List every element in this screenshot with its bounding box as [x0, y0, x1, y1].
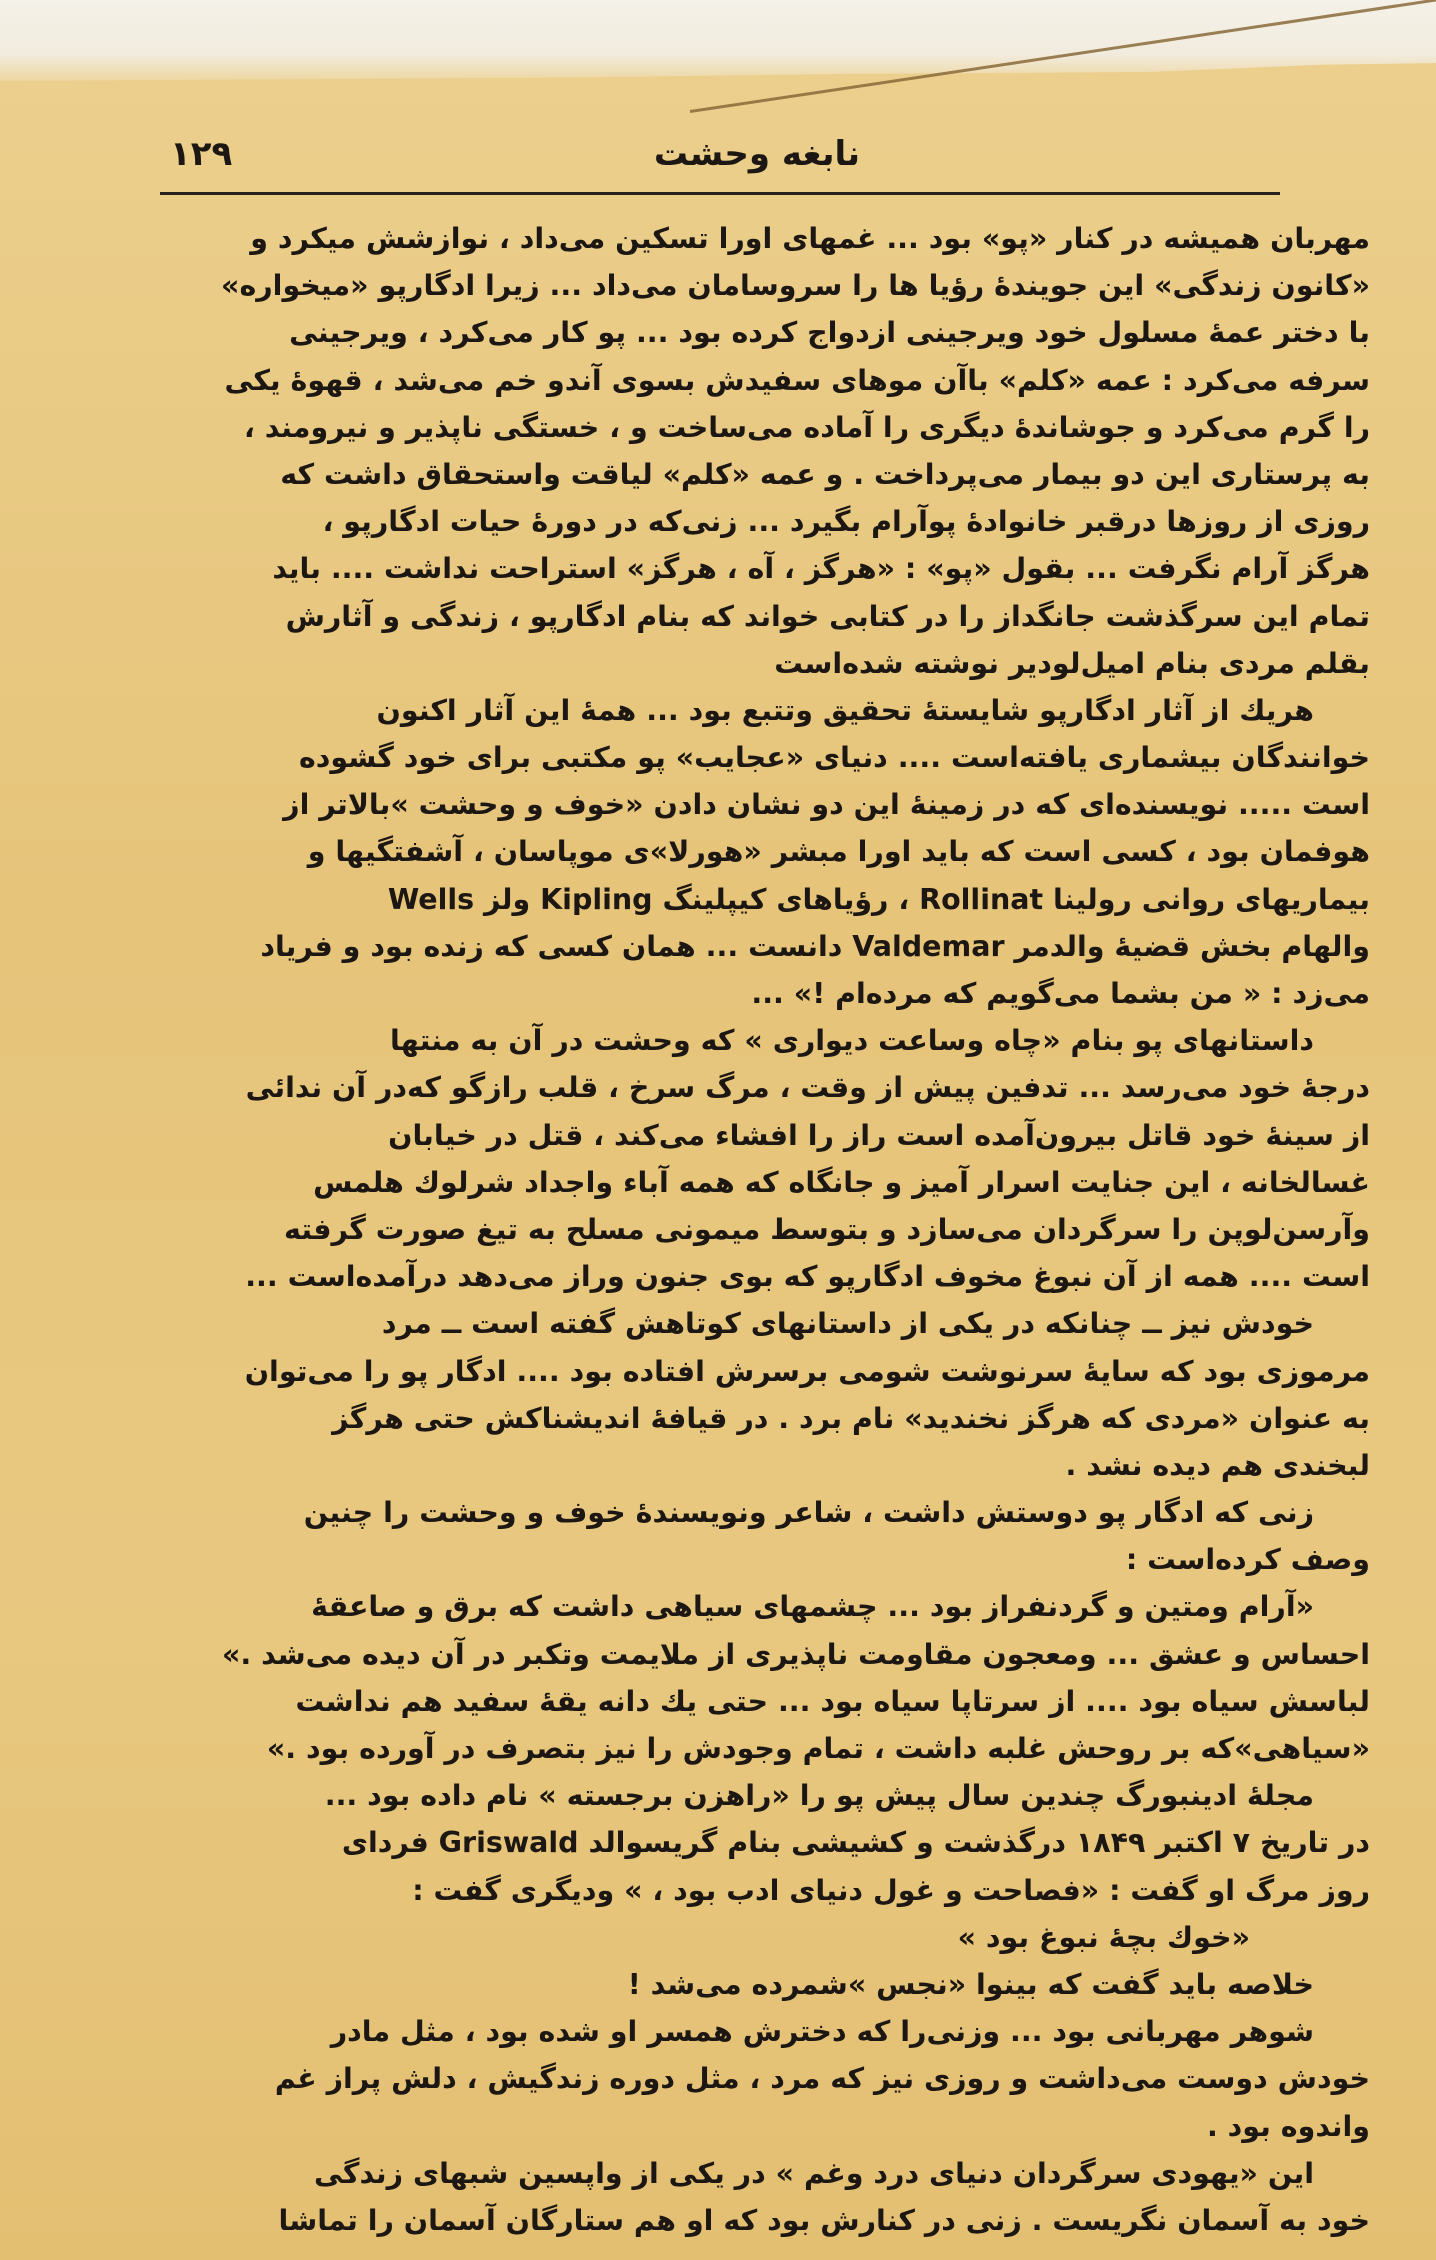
text-line: است ..... نویسنده‌ای که در زمینهٔ این دو نشان دادن «خوف و وحشت »بالاتر از — [283, 788, 1370, 822]
text-line: «آرام ومتین و گردنفراز بود ... چشمهای سیاهی داشت که برق و صاعقهٔ — [311, 1590, 1314, 1624]
text-line: «سیاهی»که بر روحش غلبه داشت ، تمام وجودش را نیز بتصرف در آورده بود .» — [266, 1732, 1370, 1765]
text-line: شوهر مهربانی بود ... وزنی‌را که دخترش همسر او شده بود ، مثل مادر — [330, 2015, 1314, 2049]
text-line: بیماریهای روانی رولینا Rollinat ، رؤیاهای کیپلینگ Kipling ولز Wells — [387, 882, 1370, 916]
text-line: با دختر عمهٔ مسلول خود ویرجینی ازدواج کرده بود ... پو کار می‌کرد ، ویرجینی — [289, 316, 1370, 350]
text-line: لباسش سیاه بود .... از سرتاپا سیاه بود ... حتی یك دانه یقهٔ سفید هم نداشت — [295, 1684, 1370, 1718]
text-line: می‌زد : « من بشما می‌گویم که مرده‌ام !» ... — [751, 977, 1370, 1010]
text-line: داستانهای پو بنام «چاه وساعت دیواری » که وحشت در آن به منتها — [390, 1024, 1314, 1058]
text-line: وصف کرده‌است : — [1125, 1543, 1370, 1577]
text-line: خوانندگان بیشماری یافته‌است .... دنیای «عجایب» پو مکتبی برای خود گشوده — [298, 741, 1370, 775]
text-line: خلاصه باید گفت که بینوا «نجس »شمرده می‌شد ! — [627, 1967, 1314, 2001]
text-line: والهام بخش قضیهٔ والدمر Valdemar دانست ... همان کسی که زنده بود و فریاد — [260, 929, 1370, 963]
text-line: در تاریخ ۷ اکتبر ۱۸۴۹ درگذشت و کشیشی بنام گریسوالد Griswald فردای — [341, 1826, 1370, 1860]
text-line: زنی که ادگار پو دوستش داشت ، شاعر ونویسندهٔ خوف و وحشت را چنین — [303, 1496, 1314, 1530]
header-rule — [160, 192, 1280, 195]
text-line: روز مرگ او گفت : «فصاحت و غول دنیای ادب بود ، » ودیگری گفت : — [412, 1873, 1370, 1907]
page-header — [160, 128, 1280, 188]
text-line: مرموزی بود که سایهٔ سرنوشت شومی برسرش افتاده بود .... ادگار پو را می‌توان — [244, 1354, 1370, 1388]
text-line: خود به آسمان نگریست . زنی در کنارش بود که او هم ستارگان آسمان را تماشا — [278, 2203, 1370, 2237]
page-number: ۱۲۹ — [170, 134, 233, 174]
text-line: هرگز آرام نگرفت ... بقول «پو» : «هرگز ، آه ، هرگز» استراحت نداشت .... باید — [272, 552, 1370, 586]
text-line: تمام این سرگذشت جانگداز را در کتابی خواند که بنام ادگارپو ، زندگی و آثارش — [285, 599, 1370, 633]
text-line: به پرستاری این دو بیمار می‌پرداخت . و عمه «کلم» لیاقت واستحقاق داشت که — [280, 457, 1370, 491]
text-line: غسالخانه ، این جنایت اسرار آمیز و جانگاه که همه آباء واجداد شرلوك هلمس — [313, 1165, 1370, 1199]
text-line: این «یهودی سرگردان دنیای درد وغم » در یکی از واپسین شبهای زندگی — [314, 2156, 1314, 2190]
text-line: «خوك بچهٔ نبوغ بود » — [957, 1920, 1250, 1954]
text-line: مهربان همیشه در کنار «پو» بود ... غمهای اورا تسکین می‌داد ، نوازشش میکرد و — [250, 222, 1370, 255]
text-line: روزی از روزها درقبر خانوادهٔ پوآرام بگیرد ... زنی‌که در دورهٔ حیات ادگارپو ، — [322, 505, 1370, 539]
torn-paper-edge — [0, 0, 1436, 90]
text-line: هوفمان بود ، کسی است که باید اورا مبشر «هورلا»ی موپاسان ، آشفتگیها و — [307, 835, 1370, 869]
text-line: واندوه بود . — [1206, 2109, 1370, 2143]
text-line: از سینهٔ خود قاتل بیرون‌آمده است راز را افشاء می‌کند ، قتل در خیابان — [388, 1118, 1370, 1152]
text-line: سرفه می‌کرد : عمه «کلم» باآن موهای سفیدش بسوی آندو خم می‌شد ، قهوهٔ یکی — [224, 363, 1370, 397]
text-line: بقلم مردی بنام امیل‌لودیر نوشته شده‌است — [774, 646, 1370, 680]
text-line: احساس و عشق ... ومعجون مقاومت ناپذیری از ملایمت وتکبر در آن دیده می‌شد .» — [221, 1637, 1370, 1671]
text-line: «کانون زندگی» این جویندهٔ رؤیا ها را سروسامان می‌داد ... زیرا ادگارپو «میخواره» — [221, 269, 1370, 303]
text-line: به عنوان «مردی که هرگز نخندید» نام برد . در قیافهٔ اندیشناکش حتی هرگز — [332, 1401, 1370, 1435]
running-title: نابغه وحشت — [653, 134, 860, 174]
body-text — [180, 215, 1370, 2244]
text-line: هریك از آثار ادگارپو شایستهٔ تحقیق وتتبع بود ... همهٔ این آثار اکنون — [376, 693, 1314, 727]
text-line: خودش دوست می‌داشت و روزی نیز که مرد ، مثل دوره زندگیش ، دلش پراز غم — [274, 2062, 1370, 2096]
text-line: درجهٔ خود می‌رسد ... تدفین پیش از وقت ، مرگ سرخ ، قلب رازگو که‌در آن ندائی — [245, 1071, 1370, 1105]
text-line: مجلهٔ ادینبورگ چندین سال پیش پو را «راهزن برجسته » نام داده بود ... — [324, 1779, 1314, 1813]
text-line: خودش نیز ــ چنانکه در یکی از داستانهای کوتاهش گفته است ــ مرد — [381, 1307, 1314, 1341]
text-line: وآرسن‌لوپن را سرگردان می‌سازد و بتوسط میمونی مسلح به تیغ صورت گرفته — [283, 1212, 1370, 1246]
text-line: را گرم می‌کرد و جوشاندهٔ دیگری را آماده می‌ساخت و ، خستگی ناپذیر و نیرومند ، — [243, 410, 1370, 444]
text-line: است .... همه از آن نبوغ مخوف ادگارپو که بوی جنون وراز می‌دهد درآمده‌است ... — [245, 1260, 1370, 1294]
text-line: لبخندی هم دیده نشد . — [1065, 1448, 1370, 1482]
